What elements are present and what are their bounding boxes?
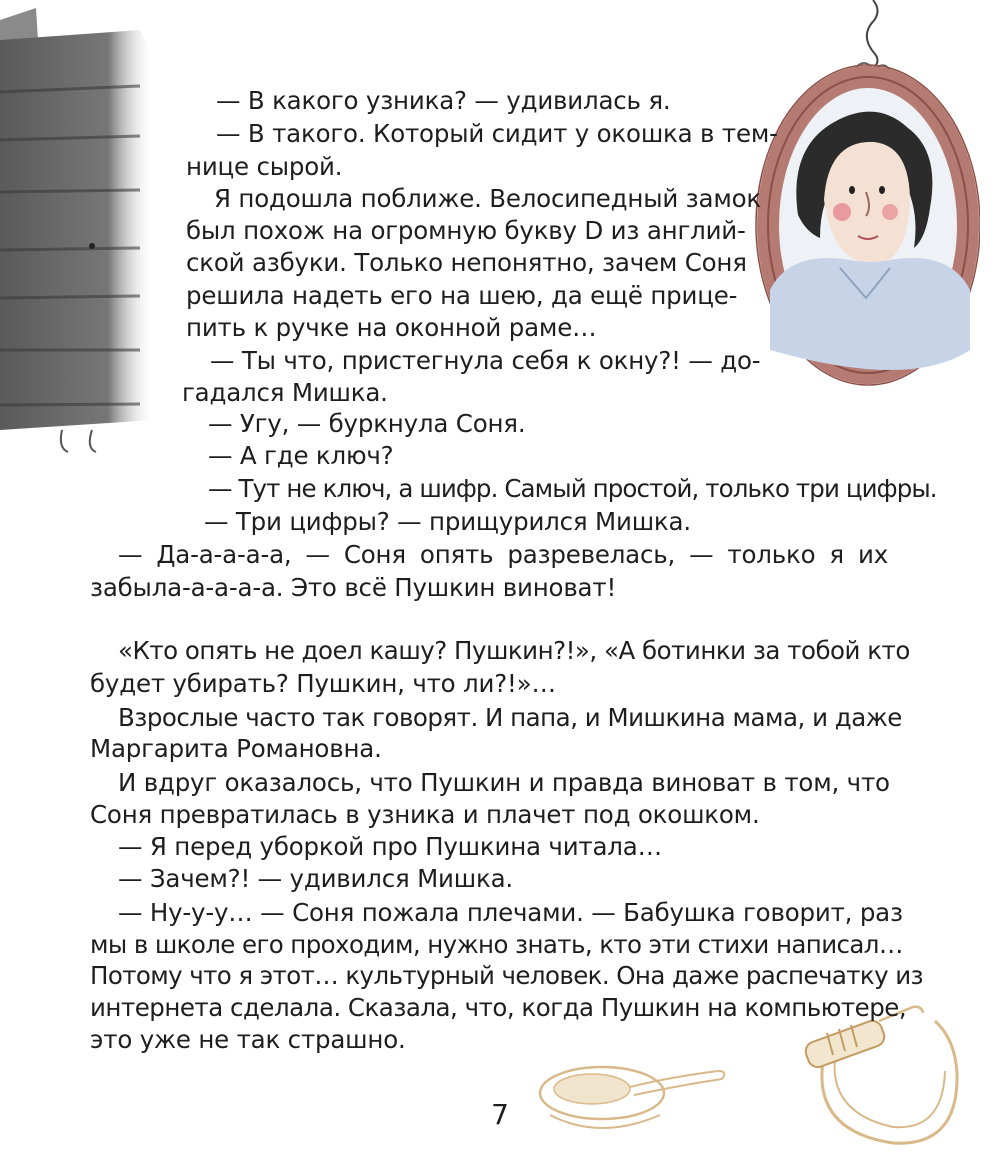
text-line: И вдруг оказалось, что Пушкин и правда виноват в том, что <box>118 768 890 797</box>
text-line: — Угу, — буркнула Соня. <box>208 409 526 438</box>
text-line: нице сырой. <box>186 152 343 181</box>
text-line: забыла-а-а-а-а. Это всё Пушкин виноват! <box>90 573 617 602</box>
text-line: — А где ключ? <box>208 441 394 470</box>
text-line: мы в школе его проходим, нужно знать, кто эти стихи написал… <box>90 930 903 959</box>
text-line: это уже не так страшно. <box>90 1025 406 1054</box>
text-line: Потому что я этот… культурный человек. Она даже распечатку из <box>90 961 923 990</box>
text-line: — Да-а-а-а-а, — Соня опять разревелась, — только я их <box>118 540 888 569</box>
text-line: Я подошла поближе. Велосипедный замок <box>214 184 761 213</box>
text-line: «Кто опять не доел кашу? Пушкин?!», «А ботинки за тобой кто <box>118 636 910 665</box>
page-number: 7 <box>491 1098 509 1131</box>
text-line: — Ты что, пристегнула себя к окну?! — до- <box>210 346 761 375</box>
text-line: — Тут не ключ, а шифр. Самый простой, только три цифры. <box>208 474 937 503</box>
text-line: — Ну-у-у… — Соня пожала плечами. — Бабушка говорит, раз <box>118 898 903 927</box>
text-line: Соня превратилась в узника и плачет под окошком. <box>90 800 760 829</box>
text-line: — Зачем?! — удивился Мишка. <box>118 864 513 893</box>
text-line: решила надеть его на шею, да ещё прице- <box>186 281 738 310</box>
text-line: Маргарита Романовна. <box>90 734 382 763</box>
text-line: пить к ручке на оконной раме… <box>186 313 597 342</box>
text-line: — В какого узника? — удивилась я. <box>216 86 671 115</box>
text-line: ской азбуки. Только непонятно, зачем Соня <box>186 248 747 277</box>
text-line: — В такого. Который сидит у окошка в тем- <box>216 119 778 148</box>
window-shutter-illustration <box>0 0 170 470</box>
portrait-frame-illustration <box>740 0 980 390</box>
text-line: Взрослые часто так говорят. И папа, и Мишкина мама, и даже <box>118 703 902 732</box>
text-line: интернета сделала. Сказала, что, когда Пушкин на компьютере, <box>90 993 907 1022</box>
text-line: был похож на огромную букву D из англий- <box>186 216 746 245</box>
text-line: гадался Мишка. <box>182 378 388 407</box>
text-line: — Три цифры? — прищурился Мишка. <box>204 507 691 536</box>
text-line: будет убирать? Пушкин, что ли?!»… <box>90 669 556 698</box>
text-line: — Я перед уборкой про Пушкина читала… <box>118 832 662 861</box>
